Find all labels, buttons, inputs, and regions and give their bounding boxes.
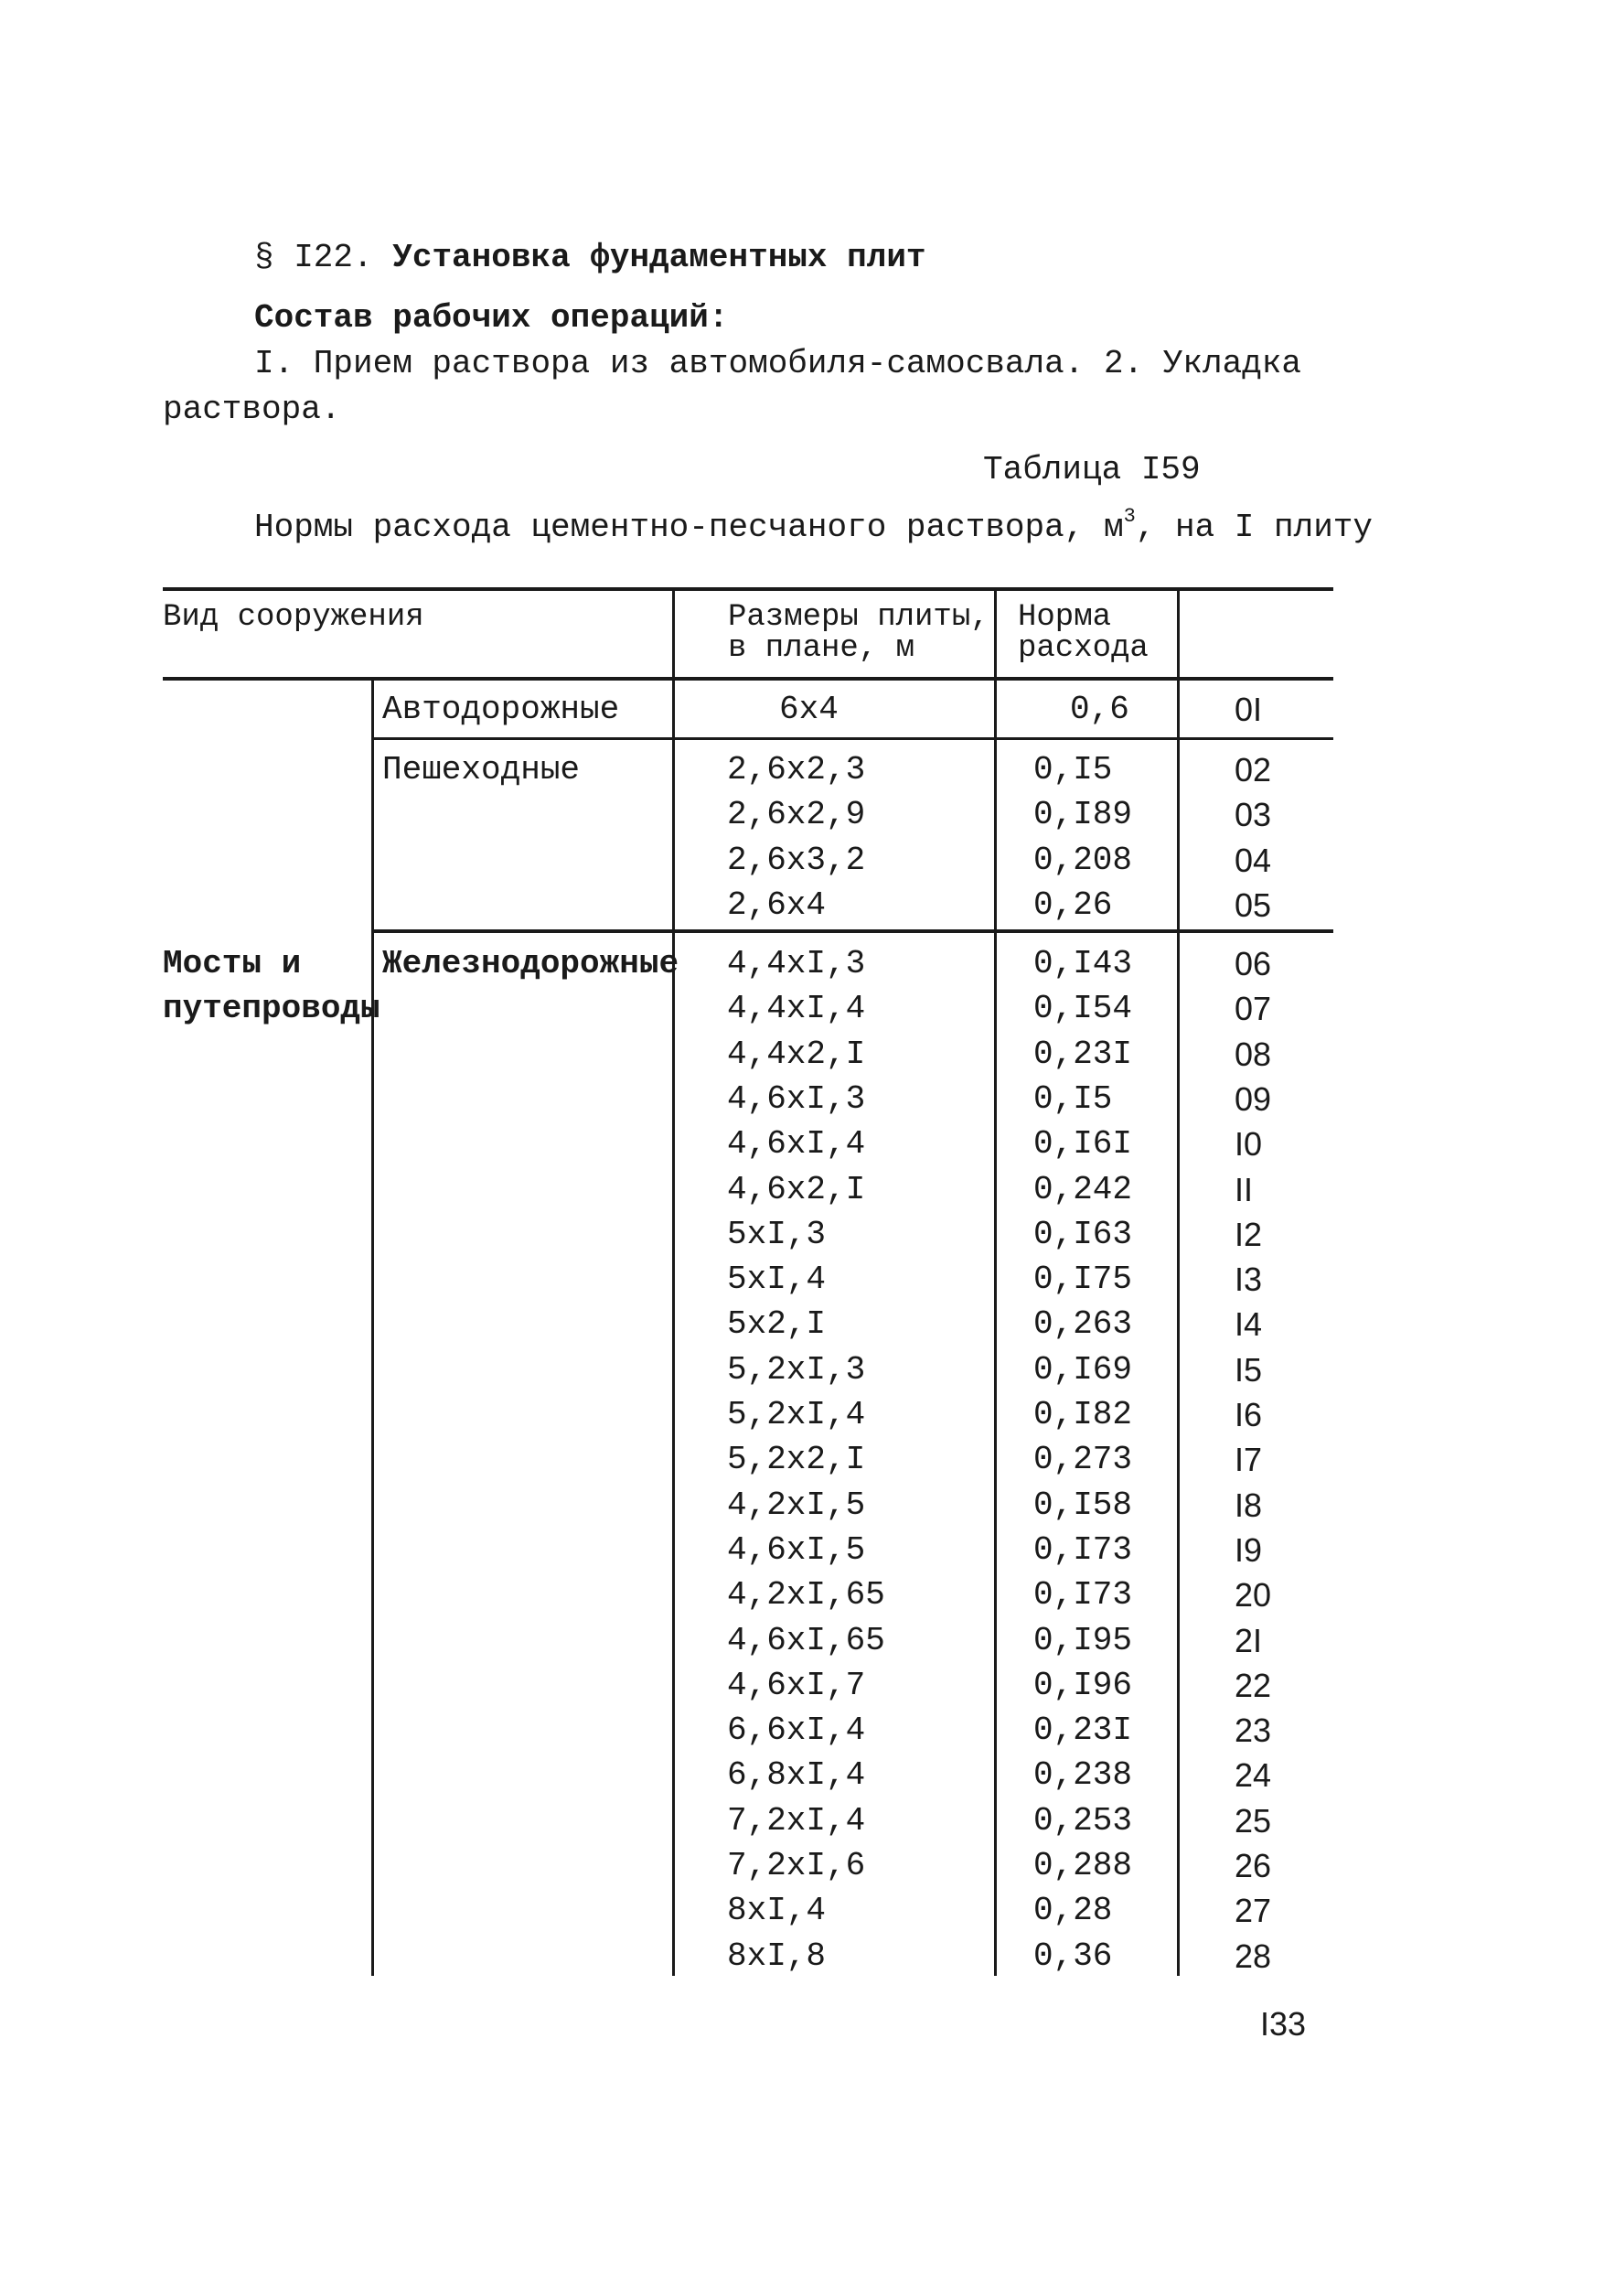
norm-cell: 0,273	[1033, 1441, 1133, 1478]
operations-line-2: раствора.	[163, 391, 341, 428]
norm-cell: 0,242	[1033, 1171, 1133, 1208]
plate-size-cell: 4,6xI,4	[727, 1125, 866, 1163]
norm-cell: 0,I69	[1033, 1351, 1133, 1389]
norm-cell: 0,I58	[1033, 1486, 1133, 1524]
norm-cell: 0,I73	[1033, 1531, 1133, 1569]
section-heading	[254, 240, 926, 276]
header-norm-line-1: Норма	[1018, 600, 1112, 635]
norm-cell: 0,28	[1033, 1892, 1113, 1929]
table-title-main: Нормы расхода цементно-песчаного раствора, м	[254, 509, 1124, 546]
norm-cell: 0,263	[1033, 1305, 1133, 1343]
code-cell: 24	[1235, 1756, 1272, 1794]
plate-size-cell: 8xI,8	[727, 1937, 827, 1975]
code-cell: 27	[1235, 1892, 1272, 1929]
col-divider-size	[672, 587, 675, 1976]
operations-line-1: I. Прием раствора из автомобиля-самосвала. 2. Укладка	[254, 345, 1301, 382]
plate-size-cell: 2,6x4	[727, 886, 827, 924]
plate-size-cell: 4,2xI,5	[727, 1486, 866, 1524]
norm-cell: 0,23I	[1033, 1035, 1133, 1073]
plate-size-cell: 4,6xI,65	[727, 1622, 885, 1659]
group-name-railway: Железнодорожные	[382, 945, 679, 982]
norm-cell: 0,I5	[1033, 1080, 1113, 1118]
norm-cell: 0,288	[1033, 1847, 1133, 1884]
code-cell: 0I	[1235, 691, 1263, 728]
code-cell: 22	[1235, 1667, 1272, 1704]
plate-size-cell: 2,6x3,2	[727, 842, 866, 879]
code-cell: I9	[1235, 1531, 1263, 1569]
plate-size-cell: 4,6xI,5	[727, 1531, 866, 1569]
plate-size-cell: 6x4	[779, 691, 839, 728]
section-title: Установка фундаментных плит	[392, 239, 926, 276]
norm-cell: 0,I89	[1033, 796, 1133, 833]
norm-cell: 0,I82	[1033, 1396, 1133, 1433]
code-cell: 25	[1235, 1802, 1272, 1840]
plate-size-cell: 6,6xI,4	[727, 1711, 866, 1749]
header-size-line-1: Размеры плиты,	[728, 600, 989, 635]
norm-cell: 0,I43	[1033, 945, 1133, 982]
group-name-road: Автодорожные	[382, 691, 620, 728]
norm-cell: 0,6	[1070, 691, 1129, 728]
plate-size-cell: 4,4x2,I	[727, 1035, 866, 1073]
header-type: Вид сооружения	[163, 600, 424, 635]
code-cell: 06	[1235, 945, 1272, 982]
table-title-tail: , на I плиту	[1135, 509, 1374, 546]
plate-size-cell: 4,4xI,3	[727, 945, 866, 982]
norm-cell: 0,I75	[1033, 1261, 1133, 1298]
col-divider-category	[371, 679, 374, 1976]
plate-size-cell: 7,2xI,6	[727, 1847, 866, 1884]
plate-size-cell: 6,8xI,4	[727, 1756, 866, 1794]
table-top-rule	[163, 587, 1333, 591]
group-name-pedestrian: Пешеходные	[382, 751, 581, 789]
norm-cell: 0,36	[1033, 1937, 1113, 1975]
plate-size-cell: 7,2xI,4	[727, 1802, 866, 1840]
code-cell: 03	[1235, 796, 1272, 833]
table-number: Таблица I59	[983, 451, 1201, 488]
norm-cell: 0,I95	[1033, 1622, 1133, 1659]
header-norm-line-2: расхода	[1018, 631, 1149, 666]
norm-cell: 0,208	[1033, 842, 1133, 879]
page-number: I33	[1260, 2005, 1307, 2043]
code-cell: 26	[1235, 1847, 1272, 1884]
norm-cell: 0,I73	[1033, 1576, 1133, 1614]
plate-size-cell: 4,2xI,65	[727, 1576, 885, 1614]
code-cell: 07	[1235, 990, 1272, 1027]
plate-size-cell: 5x2,I	[727, 1305, 827, 1343]
norm-cell: 0,I6I	[1033, 1125, 1133, 1163]
plate-size-cell: 4,6xI,3	[727, 1080, 866, 1118]
code-cell: 23	[1235, 1711, 1272, 1749]
norm-cell: 0,I63	[1033, 1216, 1133, 1253]
table-header-rule	[163, 677, 1333, 681]
code-cell: 05	[1235, 886, 1272, 924]
code-cell: I8	[1235, 1486, 1263, 1524]
code-cell: I7	[1235, 1441, 1263, 1478]
code-cell: 08	[1235, 1035, 1272, 1073]
code-cell: 20	[1235, 1576, 1272, 1614]
operations-label: Состав рабочих операций:	[254, 299, 729, 337]
code-cell: II	[1235, 1171, 1254, 1208]
code-cell: 2I	[1235, 1622, 1263, 1659]
norm-cell: 0,I5	[1033, 751, 1113, 789]
plate-size-cell: 4,4xI,4	[727, 990, 866, 1027]
norm-cell: 0,I54	[1033, 990, 1133, 1027]
category-line-2: путепроводы	[163, 990, 380, 1027]
norm-cell: 0,253	[1033, 1802, 1133, 1840]
norm-cell: 0,I96	[1033, 1667, 1133, 1704]
norm-cell: 0,26	[1033, 886, 1113, 924]
norm-cell: 0,23I	[1033, 1711, 1133, 1749]
col-divider-norm	[994, 587, 997, 1976]
code-cell: I5	[1235, 1351, 1263, 1389]
group-rule-1	[373, 737, 1333, 740]
code-cell: I3	[1235, 1261, 1263, 1298]
plate-size-cell: 5,2x2,I	[727, 1441, 866, 1478]
code-cell: I2	[1235, 1216, 1263, 1253]
plate-size-cell: 8xI,4	[727, 1892, 827, 1929]
code-cell: I6	[1235, 1396, 1263, 1433]
norm-cell: 0,238	[1033, 1756, 1133, 1794]
code-cell: 02	[1235, 751, 1272, 789]
plate-size-cell: 4,6x2,I	[727, 1171, 866, 1208]
category-line-1: Мосты и	[163, 945, 302, 982]
plate-size-cell: 2,6x2,3	[727, 751, 866, 789]
code-cell: I4	[1235, 1305, 1263, 1343]
plate-size-cell: 5xI,3	[727, 1216, 827, 1253]
code-cell: 04	[1235, 842, 1272, 879]
plate-size-cell: 2,6x2,9	[727, 796, 866, 833]
group-rule-2	[373, 929, 1333, 933]
section-number: § I22.	[254, 239, 373, 276]
header-size-line-2: в плане, м	[728, 631, 915, 666]
code-cell: 09	[1235, 1080, 1272, 1118]
plate-size-cell: 4,6xI,7	[727, 1667, 866, 1704]
col-divider-code	[1177, 587, 1180, 1976]
plate-size-cell: 5,2xI,3	[727, 1351, 866, 1389]
code-cell: 28	[1235, 1937, 1272, 1975]
table-title	[254, 505, 1374, 546]
plate-size-cell: 5xI,4	[727, 1261, 827, 1298]
table-title-unit-sup: 3	[1123, 505, 1136, 528]
plate-size-cell: 5,2xI,4	[727, 1396, 866, 1433]
code-cell: I0	[1235, 1125, 1263, 1163]
